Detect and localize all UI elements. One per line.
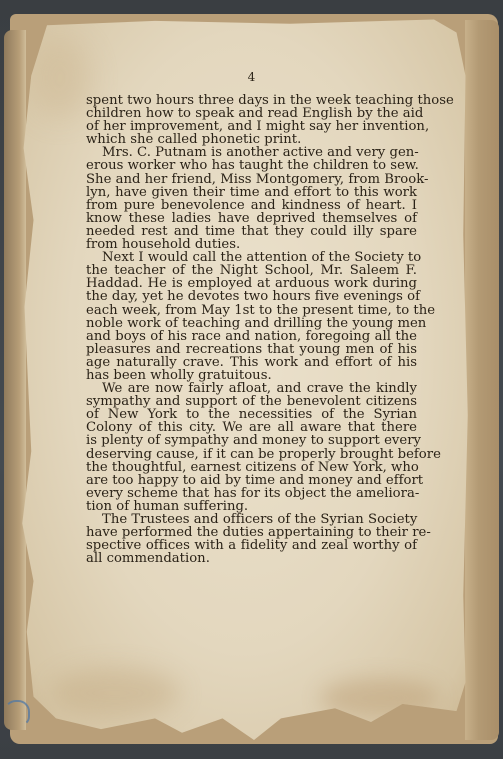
text-line: needed rest and time that they could illy spare bbox=[86, 223, 417, 239]
text-line: are too happy to aid by time and money and effort bbox=[86, 472, 424, 488]
stain bbox=[50, 668, 180, 718]
text-line: have performed the duties appertaining to their re- bbox=[86, 525, 431, 541]
text-line: Next I would call the attention of the Society to bbox=[102, 250, 422, 266]
paragraph bbox=[86, 145, 429, 253]
text-line: deserving cause, if it can be properly brought before bbox=[86, 446, 441, 462]
text-line: lyn, have given their time and effort to this work bbox=[86, 184, 417, 200]
text-line: and boys of his race and nation, foregoing all the bbox=[86, 328, 417, 344]
text-line: the day, yet he devotes two hours five evenings of bbox=[86, 289, 421, 305]
text-line: of her improvement, and I might say her invention, bbox=[86, 119, 430, 135]
text-line: She and her friend, Miss Montgomery, from Brook- bbox=[86, 171, 429, 187]
text-line: of New York to the necessities of the Syrian bbox=[86, 407, 417, 423]
text-line: tion of human suffering. bbox=[86, 498, 249, 514]
body-text bbox=[86, 93, 454, 567]
text-line: Colony of this city. We are all aware that there bbox=[86, 420, 417, 436]
text-line: is plenty of sympathy and money to support every bbox=[86, 433, 422, 449]
paragraph bbox=[86, 512, 431, 567]
paragraph bbox=[86, 381, 441, 514]
text-line: know these ladies have deprived themselves of bbox=[86, 210, 417, 226]
page-number: 4 bbox=[247, 70, 256, 84]
paragraph bbox=[86, 93, 454, 148]
text-line: spent two hours three days in the week teaching those bbox=[86, 93, 454, 108]
text-line: from pure benevolence and kindness of heart. I bbox=[86, 197, 417, 213]
text-line: the thoughtful, earnest citizens of New York, who bbox=[86, 459, 419, 475]
paragraph bbox=[86, 250, 436, 383]
text-line: children how to speak and read English by the aid bbox=[86, 106, 424, 122]
text-line: pleasures and recreations that young men of his bbox=[86, 341, 417, 357]
text-line: We are now fairly afloat, and crave the kindly bbox=[102, 381, 417, 397]
text-line: spective offices with a fidelity and zeal worthy of bbox=[86, 538, 417, 554]
page-edge-left bbox=[4, 30, 26, 730]
ink-mark bbox=[4, 700, 30, 726]
text-line: Haddad. He is employed at arduous work during bbox=[86, 276, 417, 292]
text-line: from household duties. bbox=[86, 237, 241, 253]
page-edge-right bbox=[465, 20, 499, 740]
text-line: which she called phonetic print. bbox=[86, 132, 302, 148]
text-line: age naturally crave. This work and effort of his bbox=[86, 354, 417, 370]
text-line: all commendation. bbox=[86, 551, 210, 567]
text-line: The Trustees and officers of the Syrian Society bbox=[102, 512, 418, 527]
text-line: each week, from May 1st to the present time, to the bbox=[86, 302, 436, 318]
text-line: every scheme that has for its object the ameliora- bbox=[86, 485, 420, 501]
text-line: the teacher of the Night School, Mr. Saleem F. bbox=[86, 263, 417, 279]
text-line: Mrs. C. Putnam is another active and very gen- bbox=[102, 145, 419, 161]
text-line: sympathy and support of the benevolent citizens bbox=[86, 394, 417, 410]
text-line: erous worker who has taught the children to sew. bbox=[86, 158, 419, 174]
text-line: has been wholly gratuitous. bbox=[86, 367, 272, 383]
text-line: noble work of teaching and drilling the young men bbox=[86, 315, 427, 331]
